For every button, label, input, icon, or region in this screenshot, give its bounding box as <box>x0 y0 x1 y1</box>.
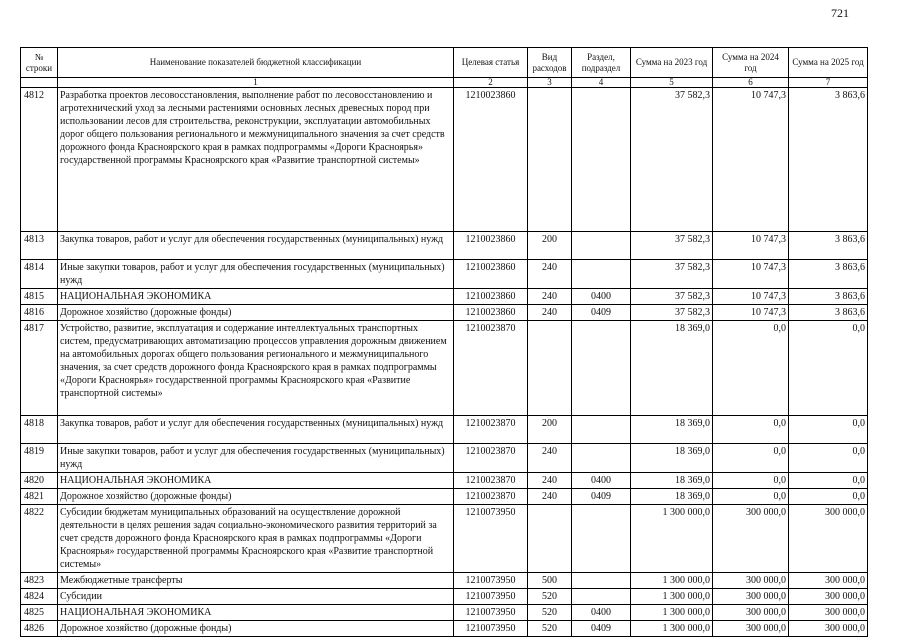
table-row <box>21 473 868 489</box>
sum-2025: 3 863,6 <box>789 260 868 289</box>
row-number: 4812 <box>21 88 58 232</box>
header-sum-2024: Сумма на 2024 год <box>713 48 789 78</box>
target-article: 1210023870 <box>454 321 528 416</box>
sum-2025: 0,0 <box>789 473 868 489</box>
row-number: 4824 <box>21 589 58 605</box>
row-number: 4825 <box>21 605 58 621</box>
target-article: 1210023870 <box>454 416 528 444</box>
sum-2025: 300 000,0 <box>789 621 868 637</box>
row-number: 4819 <box>21 444 58 473</box>
target-article: 1210023860 <box>454 260 528 289</box>
sum-2023: 37 582,3 <box>631 260 713 289</box>
expense-type: 520 <box>528 589 572 605</box>
header-expense-type: Вид расходов <box>528 48 572 78</box>
budget-table <box>20 47 868 637</box>
indicator-name: Устройство, развитие, эксплуатация и содержание интеллектуальных транспортных систем, предусматривающих автоматизацию процессов управления дорожным движением на автомобильных дорогах общего пользования регионального и межмуниципального значения, за счет средств дорожного фонда Красноярского края в рамках подпрограммы «Дороги Красноярья» государственной программы Красноярского края «Развитие транспортной системы» <box>58 321 454 416</box>
sum-2024: 300 000,0 <box>713 621 789 637</box>
column-number: 3 <box>528 78 572 88</box>
sum-2023: 18 369,0 <box>631 473 713 489</box>
column-number: 1 <box>58 78 454 88</box>
section-code <box>572 260 631 289</box>
table-row <box>21 489 868 505</box>
sum-2024: 0,0 <box>713 444 789 473</box>
expense-type: 240 <box>528 260 572 289</box>
expense-type: 240 <box>528 489 572 505</box>
row-number: 4814 <box>21 260 58 289</box>
sum-2025: 0,0 <box>789 416 868 444</box>
expense-type: 520 <box>528 605 572 621</box>
target-article: 1210073950 <box>454 573 528 589</box>
section-code: 0400 <box>572 605 631 621</box>
expense-type: 200 <box>528 416 572 444</box>
table-row <box>21 289 868 305</box>
indicator-name: Закупка товаров, работ и услуг для обеспечения государственных (муниципальных) нужд <box>58 232 454 260</box>
indicator-name: Дорожное хозяйство (дорожные фонды) <box>58 621 454 637</box>
section-code <box>572 505 631 573</box>
expense-type <box>528 505 572 573</box>
section-code <box>572 416 631 444</box>
sum-2023: 18 369,0 <box>631 489 713 505</box>
indicator-name: Дорожное хозяйство (дорожные фонды) <box>58 305 454 321</box>
row-number: 4823 <box>21 573 58 589</box>
page-number: 721 <box>831 6 849 20</box>
table-row <box>21 589 868 605</box>
sum-2025: 3 863,6 <box>789 88 868 232</box>
table-row <box>21 232 868 260</box>
indicator-name: Межбюджетные трансферты <box>58 573 454 589</box>
section-code <box>572 573 631 589</box>
expense-type: 500 <box>528 573 572 589</box>
row-number: 4818 <box>21 416 58 444</box>
header-target-article: Целевая статья <box>454 48 528 78</box>
table-row <box>21 605 868 621</box>
target-article: 1210073950 <box>454 589 528 605</box>
target-article: 1210023860 <box>454 88 528 232</box>
target-article: 1210023860 <box>454 289 528 305</box>
header-section: Раздел, подраздел <box>572 48 631 78</box>
header-sum-2025: Сумма на 2025 год <box>789 48 868 78</box>
sum-2024: 10 747,3 <box>713 260 789 289</box>
row-number: 4822 <box>21 505 58 573</box>
sum-2024: 0,0 <box>713 473 789 489</box>
header-row-number: № строки <box>21 48 58 78</box>
sum-2023: 1 300 000,0 <box>631 605 713 621</box>
sum-2024: 300 000,0 <box>713 605 789 621</box>
sum-2024: 0,0 <box>713 416 789 444</box>
indicator-name: Закупка товаров, работ и услуг для обеспечения государственных (муниципальных) нужд <box>58 416 454 444</box>
sum-2024: 0,0 <box>713 489 789 505</box>
expense-type: 240 <box>528 473 572 489</box>
target-article: 1210023860 <box>454 232 528 260</box>
indicator-name: Разработка проектов лесовосстановления, выполнение работ по лесовосстановлению и агротехнический уход за лесными растениями основных лесных древесных пород при использовании лесов для строительства, реконструкции, эксплуатации автомобильных дорог общего пользования регионального и межмуниципального значения за счет средств дорожного фонда Красноярского края в рамках подпрограммы «Дороги Красноярья» государственной программы Красноярского края «Развитие транспортной системы» <box>58 88 454 232</box>
row-number: 4813 <box>21 232 58 260</box>
column-number: 6 <box>713 78 789 88</box>
sum-2025: 300 000,0 <box>789 573 868 589</box>
row-number: 4821 <box>21 489 58 505</box>
table-row <box>21 573 868 589</box>
target-article: 1210023860 <box>454 305 528 321</box>
sum-2023: 18 369,0 <box>631 321 713 416</box>
indicator-name: НАЦИОНАЛЬНАЯ ЭКОНОМИКА <box>58 289 454 305</box>
sum-2024: 10 747,3 <box>713 305 789 321</box>
table-row <box>21 305 868 321</box>
section-code <box>572 589 631 605</box>
sum-2023: 18 369,0 <box>631 444 713 473</box>
section-code <box>572 321 631 416</box>
sum-2025: 3 863,6 <box>789 289 868 305</box>
expense-type <box>528 321 572 416</box>
column-number: 5 <box>631 78 713 88</box>
target-article: 1210073950 <box>454 505 528 573</box>
column-number: 2 <box>454 78 528 88</box>
header-sum-2023: Сумма на 2023 год <box>631 48 713 78</box>
sum-2023: 37 582,3 <box>631 289 713 305</box>
row-number: 4826 <box>21 621 58 637</box>
header-row <box>21 48 868 78</box>
sum-2023: 1 300 000,0 <box>631 621 713 637</box>
target-article: 1210023870 <box>454 489 528 505</box>
section-code <box>572 444 631 473</box>
row-number: 4820 <box>21 473 58 489</box>
sum-2023: 1 300 000,0 <box>631 573 713 589</box>
indicator-name: Дорожное хозяйство (дорожные фонды) <box>58 489 454 505</box>
column-number: 7 <box>789 78 868 88</box>
expense-type: 520 <box>528 621 572 637</box>
sum-2024: 300 000,0 <box>713 573 789 589</box>
target-article: 1210023870 <box>454 444 528 473</box>
section-code <box>572 88 631 232</box>
row-number: 4817 <box>21 321 58 416</box>
expense-type: 240 <box>528 305 572 321</box>
column-number: 4 <box>572 78 631 88</box>
section-code: 0400 <box>572 473 631 489</box>
section-code <box>572 232 631 260</box>
sum-2025: 300 000,0 <box>789 605 868 621</box>
table-row <box>21 505 868 573</box>
indicator-name: Иные закупки товаров, работ и услуг для обеспечения государственных (муниципальных) нужд <box>58 444 454 473</box>
sum-2023: 37 582,3 <box>631 305 713 321</box>
table-row <box>21 321 868 416</box>
header-indicator-name: Наименование показателей бюджетной классификации <box>58 48 454 78</box>
sum-2023: 37 582,3 <box>631 88 713 232</box>
table-row <box>21 444 868 473</box>
sum-2025: 3 863,6 <box>789 232 868 260</box>
table-row <box>21 260 868 289</box>
table-row <box>21 621 868 637</box>
sum-2025: 3 863,6 <box>789 305 868 321</box>
table-row <box>21 88 868 232</box>
indicator-name: Иные закупки товаров, работ и услуг для обеспечения государственных (муниципальных) нужд <box>58 260 454 289</box>
sum-2023: 18 369,0 <box>631 416 713 444</box>
sum-2025: 0,0 <box>789 321 868 416</box>
section-code: 0409 <box>572 305 631 321</box>
indicator-name: Субсидии бюджетам муниципальных образований на осуществление дорожной деятельности в целях решения задач социально-экономического развития территорий за счет средств дорожного фонда Красноярского края в рамках подпрограммы «Дороги Красноярья» государственной программы Красноярского края «Развитие транспортной системы» <box>58 505 454 573</box>
expense-type: 240 <box>528 444 572 473</box>
indicator-name: НАЦИОНАЛЬНАЯ ЭКОНОМИКА <box>58 605 454 621</box>
indicator-name: НАЦИОНАЛЬНАЯ ЭКОНОМИКА <box>58 473 454 489</box>
table-row <box>21 416 868 444</box>
target-article: 1210073950 <box>454 605 528 621</box>
expense-type: 240 <box>528 289 572 305</box>
row-number: 4815 <box>21 289 58 305</box>
sum-2025: 300 000,0 <box>789 589 868 605</box>
sum-2025: 0,0 <box>789 489 868 505</box>
section-code: 0400 <box>572 289 631 305</box>
sum-2024: 300 000,0 <box>713 589 789 605</box>
sum-2024: 0,0 <box>713 321 789 416</box>
expense-type: 200 <box>528 232 572 260</box>
indicator-name: Субсидии <box>58 589 454 605</box>
target-article: 1210023870 <box>454 473 528 489</box>
sum-2024: 10 747,3 <box>713 88 789 232</box>
expense-type <box>528 88 572 232</box>
target-article: 1210073950 <box>454 621 528 637</box>
sum-2025: 0,0 <box>789 444 868 473</box>
sum-2024: 10 747,3 <box>713 289 789 305</box>
sum-2024: 300 000,0 <box>713 505 789 573</box>
column-number <box>21 78 58 88</box>
sum-2023: 1 300 000,0 <box>631 589 713 605</box>
sum-2023: 37 582,3 <box>631 232 713 260</box>
section-code: 0409 <box>572 621 631 637</box>
row-number: 4816 <box>21 305 58 321</box>
sum-2024: 10 747,3 <box>713 232 789 260</box>
sum-2025: 300 000,0 <box>789 505 868 573</box>
sum-2023: 1 300 000,0 <box>631 505 713 573</box>
section-code: 0409 <box>572 489 631 505</box>
column-number-row <box>21 78 868 88</box>
